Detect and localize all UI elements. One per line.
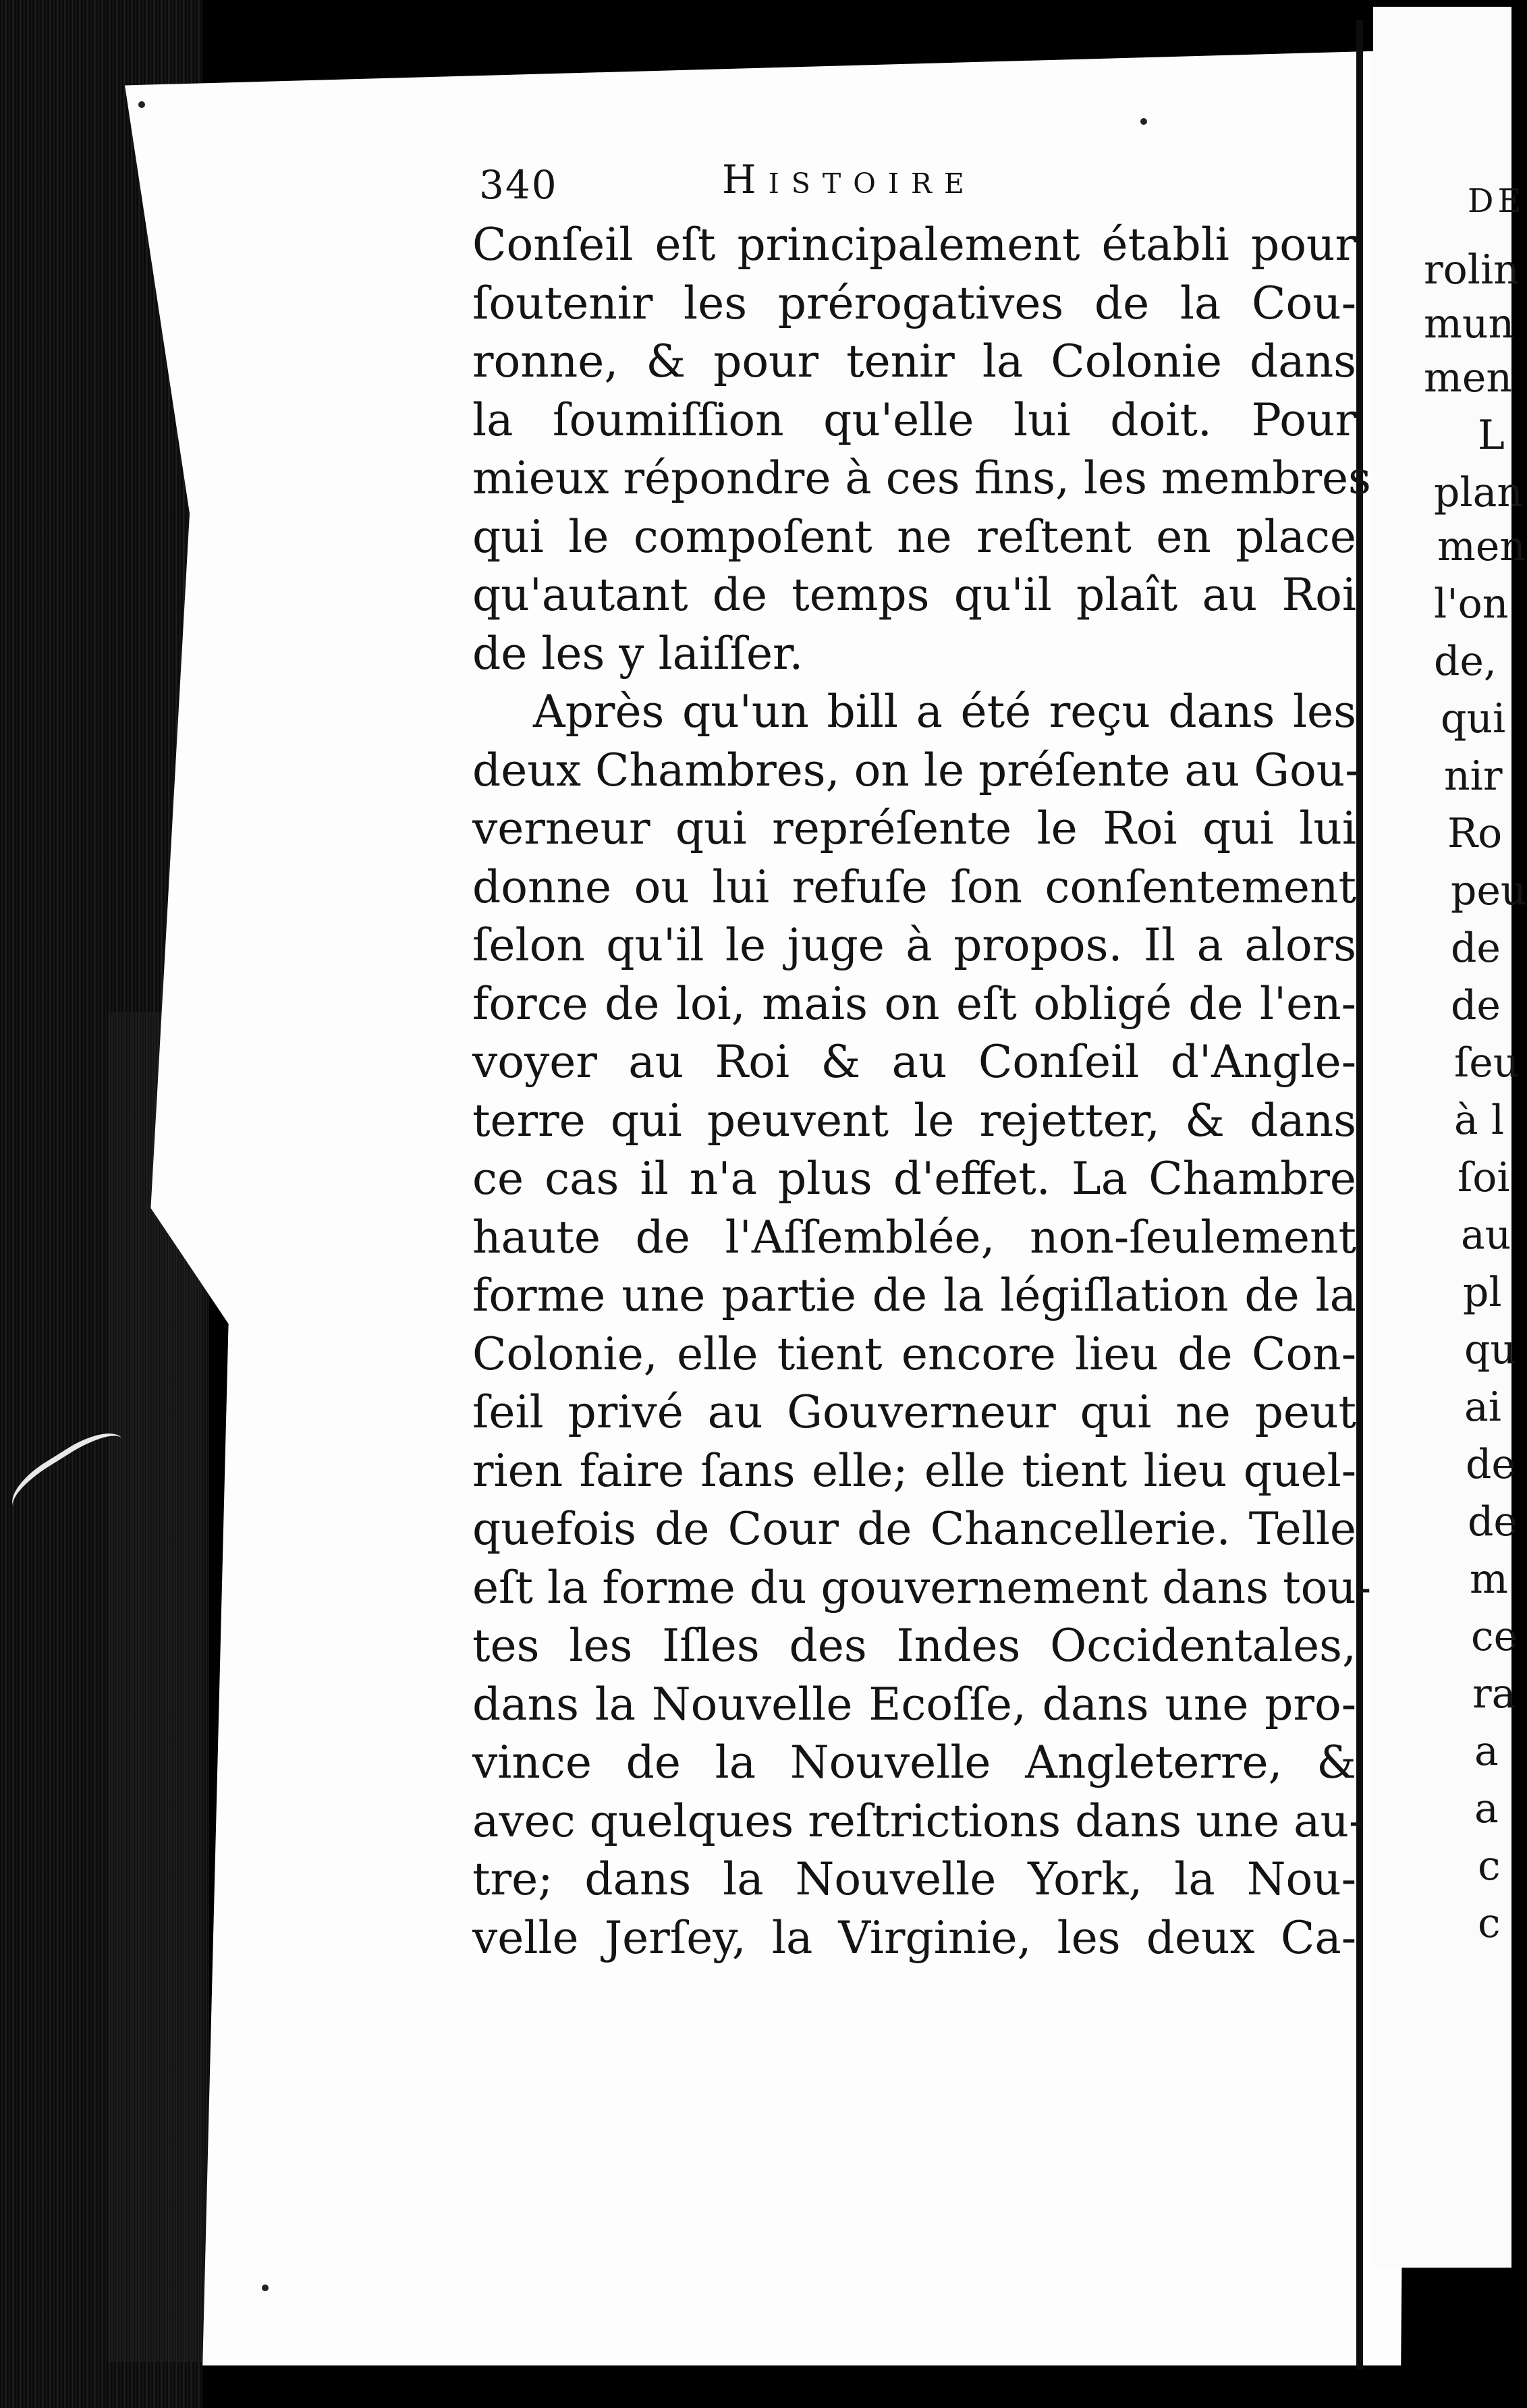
text-line: haute de l'Aſſemblée, non-ſeulement — [472, 1211, 1356, 1263]
left-page-text — [472, 155, 1377, 1967]
page-number: 340 — [479, 162, 558, 208]
page-header — [472, 155, 1377, 216]
right-fragment: ſeu — [1454, 1039, 1520, 1087]
right-fragment: de — [1468, 1498, 1518, 1545]
running-title: Histoire — [722, 157, 976, 202]
right-fragment: a — [1474, 1785, 1499, 1832]
text-line: ſoutenir les prérogatives de la Cou- — [472, 277, 1356, 329]
right-fragment: mun — [1424, 300, 1515, 348]
right-fragment: de — [1451, 925, 1501, 972]
text-line: ſeil privé au Gouverneur qui ne peut — [472, 1386, 1356, 1438]
text-line: Après qu'un bill a été reçu dans les — [533, 686, 1356, 738]
text-line: de les y laiſſer. — [472, 627, 804, 680]
right-fragment: peu — [1451, 867, 1527, 914]
right-fragment: ai — [1464, 1384, 1501, 1431]
right-fragment: qui — [1441, 695, 1506, 742]
text-line: avec quelques reſtrictions dans une au- — [472, 1795, 1364, 1847]
text-line: donne ou lui refuſe ſon conſentement — [472, 860, 1356, 913]
text-line: verneur qui repréſente le Roi qui lui — [472, 802, 1356, 854]
text-line: ronne, & pour tenir la Colonie dans — [472, 335, 1356, 387]
right-fragment: de — [1466, 1441, 1516, 1488]
right-fragment: ce — [1471, 1613, 1518, 1660]
text-line: deux Chambres, on le préſente au Gou- — [472, 744, 1360, 796]
text-line: mieux répondre à ces fins, les membres — [472, 452, 1371, 504]
right-fragment: rolin — [1424, 246, 1520, 294]
text-line: tre; dans la Nouvelle York, la Nou- — [472, 1853, 1356, 1905]
right-fragment: c — [1478, 1842, 1501, 1890]
text-line: Conſeil eſt principalement établi pour — [472, 219, 1356, 271]
text-line: qu'autant de temps qu'il plaît au Roi — [472, 569, 1356, 621]
right-fragment: qu — [1464, 1326, 1517, 1373]
right-fragment: c — [1478, 1900, 1501, 1947]
text-line: rien faire ſans elle; elle tient lieu quel- — [472, 1444, 1356, 1497]
right-fragment: a — [1474, 1728, 1499, 1775]
text-line: velle Jerſey, la Virginie, les deux Ca- — [472, 1911, 1356, 1964]
text-line: Colonie, elle tient encore lieu de Con- — [472, 1328, 1356, 1380]
right-fragment: pl — [1463, 1269, 1502, 1316]
text-line: force de loi, mais on eſt obligé de l'en- — [472, 977, 1356, 1030]
body-text — [472, 216, 1377, 1967]
right-fragment: nir — [1444, 752, 1503, 800]
text-line: tes les Iſles des Indes Occidentales, — [472, 1620, 1356, 1672]
text-line: qui le compoſent ne reſtent en place — [472, 510, 1356, 563]
right-fragment: men — [1437, 523, 1526, 570]
right-fragment: m — [1470, 1556, 1508, 1603]
right-fragment: de, — [1434, 638, 1497, 685]
text-line: voyer au Roi & au Conſeil d'Angle- — [472, 1036, 1356, 1088]
text-line: terre qui peuvent le rejetter, & dans — [472, 1094, 1356, 1147]
right-fragment: au — [1461, 1211, 1511, 1259]
right-fragment: de — [1451, 982, 1501, 1029]
text-line: ſelon qu'il le juge à propos. Il a alors — [472, 919, 1356, 971]
right-fragment: plan — [1434, 469, 1524, 516]
right-fragment: ra — [1472, 1670, 1516, 1718]
text-line: vince de la Nouvelle Angleterre, & — [472, 1736, 1356, 1788]
text-line: ce cas il n'a plus d'effet. La Chambre — [472, 1153, 1356, 1205]
text-line: la ſoumiſſion qu'elle lui doit. Pour — [472, 393, 1356, 446]
right-fragment: ſoi — [1457, 1154, 1510, 1201]
text-line: eſt la forme du gouvernement dans tou- — [472, 1561, 1372, 1614]
text-line: forme une partie de la légiſlation de la — [472, 1269, 1356, 1321]
text-line: quefois de Cour de Chancellerie. Telle — [472, 1503, 1356, 1555]
right-fragment: Ro — [1447, 810, 1503, 857]
ink-speck — [138, 101, 145, 108]
ink-speck — [1140, 118, 1147, 125]
right-fragment: à l — [1454, 1097, 1505, 1144]
ink-speck — [262, 2284, 269, 2291]
text-line: dans la Nouvelle Ecoſſe, dans une pro- — [472, 1678, 1356, 1730]
right-fragment: men — [1424, 354, 1513, 402]
right-fragment: L — [1478, 412, 1505, 459]
right-fragment: l'on — [1434, 580, 1509, 628]
right-fragment: DE — [1468, 182, 1526, 220]
